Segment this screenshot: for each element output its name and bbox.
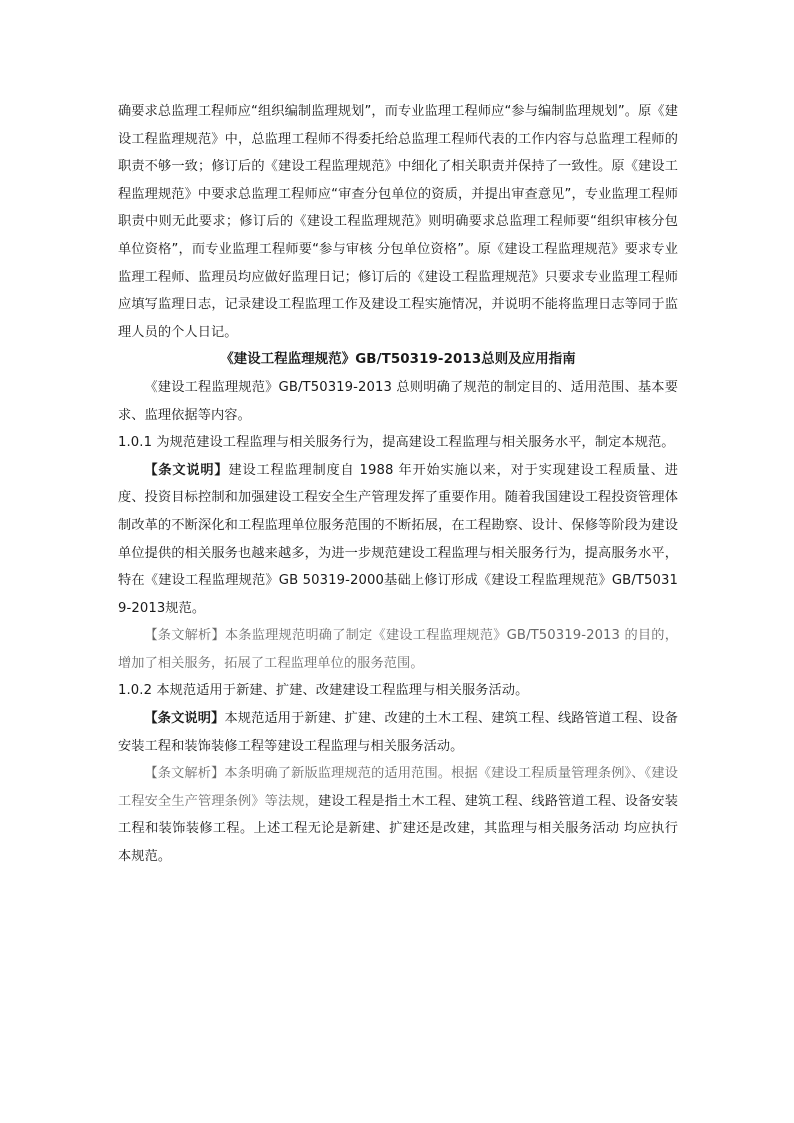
paragraph-continued: 确要求总监理工程师应“组织编制监理规划”，而专业监理工程师应“参与编制监理规划”。原《建设工程监理规范》中，总监理工程师不得委托给总监理工程师代表的工作内容与总监理工程师的职责不够一致；修订后的《建设工程监理规范》中细化了相关职责并保持了一致性。原《建设工程监理规范》中要求总监理工程师应“审查分包单位的资质，并提出审查意见”，专业监理工程师职责中则无此要求；修订后的《建设工程监理规范》则明确要求总监理工程师要“组织审核分包单位资格”，而专业监理工程师要“参与审核 分包单位资格”。原《建设工程监理规范》要求专业监理工程师、监理员均应做好监理日记；修订后的《建设工程监理规范》只要求专业监理工程师应填写监理日志，记录建设工程监理工作及建设工程实施情况，并说明不能将监理日志等同于监理人员的个人日记。 (118, 104, 678, 340)
explanation-label: 【条文说明】 (144, 711, 225, 727)
section-heading: 《建设工程监理规范》GB/T50319-2013总则及应用指南 (220, 352, 576, 368)
analysis-text-gray: 本条明确了新版监理规范的适用范围。根据《建设工程质量管理条例》、《建设工程安全生产管理条例》等法规， (118, 766, 678, 809)
explanation-text: 本规范适用于新建、扩建、改建的土木工程、建筑工程、线路管道工程、设备安装工程和装饰装修工程等建设工程监理与相关服务活动。 (118, 711, 678, 754)
clause-1-0-2-analysis (118, 760, 678, 870)
analysis-label: 【条文解析】 (144, 766, 225, 782)
clause-1-0-1: 1.0.1 为规范建设工程监理与相关服务行为，提高建设工程监理与相关服务水平，制定本规范。 (118, 435, 675, 451)
clause-1-0-2: 1.0.2 本规范适用于新建、扩建、改建建设工程监理与相关服务活动。 (118, 683, 529, 699)
analysis-label: 【条文解析】 (144, 628, 225, 644)
analysis-text: 本条监理规范明确了制定《建设工程监理规范》GB/T50319-2013 的目的，增加了相关服务，拓展了工程监理单位的服务范围。 (118, 628, 678, 671)
analysis-text: 建设工程是指土木工程、建筑工程、线路管道工程、设备安装工程和装饰装修工程。上述工程无论是新建、扩建还是改建，其监理与相关服务活动 均应执行本规范。 (118, 793, 678, 865)
explanation-text: 建设工程监理制度自 1988 年开始实施以来，对于实现建设工程质量、进度、投资目标控制和加强建设工程安全生产管理发挥了重要作用。随着我国建设工程投资管理体制改革的不断深化和工程监理单位服务范围的不断拓展，在工程勘察、设计、保修等阶段为建设单位提供的相关服务也越来越多，为进一步规范建设工程监理与相关服务行为，提高服务水平，特在《建设工程监理规范》GB 50319-2000基础上修订形成《建设工程监理规范》GB/T50319-2013规范。 (118, 462, 678, 616)
explanation-label: 【条文说明】 (144, 462, 229, 478)
clause-1-0-2-explanation (118, 705, 678, 760)
intro-paragraph: 《建设工程监理规范》GB/T50319-2013 总则明确了规范的制定目的、适用范围、基本要求、监理依据等内容。 (118, 379, 678, 423)
clause-1-0-1-analysis (118, 622, 678, 677)
clause-1-0-1-explanation (118, 457, 678, 623)
document-page (118, 98, 678, 871)
